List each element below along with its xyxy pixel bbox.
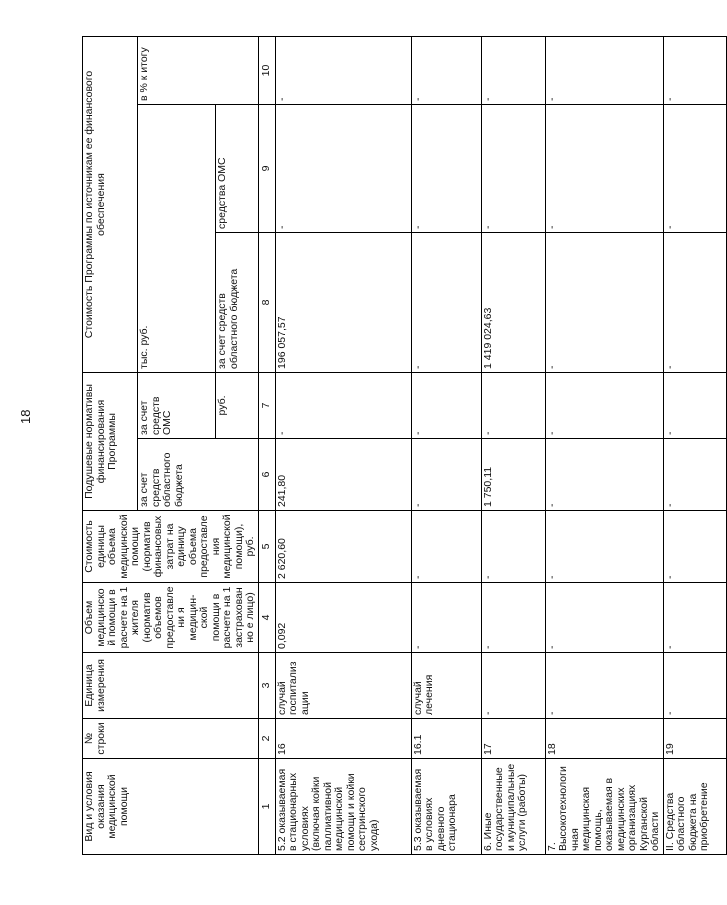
cell-per-capita-oms: - bbox=[545, 372, 663, 438]
cell-type: 7. Высокотехнологичная медицинская помощь, оказываемая в медицинских организациях Курганской области bbox=[545, 759, 663, 855]
cell-per-capita-budget: - bbox=[545, 439, 663, 511]
cell-cost-budget: 196 057,57 bbox=[275, 232, 411, 372]
cell-volume: 0,092 bbox=[275, 583, 411, 653]
col-number: 1 bbox=[258, 759, 275, 855]
header-line-no: № строки bbox=[83, 719, 259, 759]
col-number: 10 bbox=[258, 36, 275, 104]
col-number: 2 bbox=[258, 719, 275, 759]
cell-line-no: 17 bbox=[481, 719, 545, 759]
cell-per-capita-oms: - bbox=[663, 372, 726, 438]
table-row bbox=[411, 36, 481, 854]
cell-type: 6. Иные государственные и муниципальные услуги (работы) bbox=[481, 759, 545, 855]
header-oms: за счет средств ОМС bbox=[138, 372, 216, 438]
header-percent: в % к итогу bbox=[138, 36, 259, 104]
header-cost-budget: за счет средств областного бюджета bbox=[216, 232, 258, 372]
header-type: Вид и условия оказания медицинской помощи bbox=[83, 759, 259, 855]
cell-cost-oms: - bbox=[481, 104, 545, 232]
cell-cost-oms: - bbox=[663, 104, 726, 232]
col-number: 9 bbox=[258, 104, 275, 232]
header-unit-cost: Стоимость единицы объема медицинской помощи (норматив финансовых затрат на единицу объема предоставления медицинской помощи), руб. bbox=[83, 511, 259, 583]
cell-type: II. Средства областного бюджета на приобретение bbox=[663, 759, 726, 855]
cell-unit-cost: - bbox=[411, 511, 481, 583]
header-per-capita-unit: руб. bbox=[216, 372, 258, 438]
cell-per-capita-oms: - bbox=[481, 372, 545, 438]
header-budget: за счет средств областного бюджета bbox=[138, 439, 259, 511]
cell-unit-cost: - bbox=[545, 511, 663, 583]
cell-volume: - bbox=[411, 583, 481, 653]
cell-unit: случай лечения bbox=[411, 653, 481, 719]
header-row-1 bbox=[83, 36, 138, 854]
cell-per-capita-oms: - bbox=[275, 372, 411, 438]
col-number: 4 bbox=[258, 583, 275, 653]
cell-per-capita-budget: 241,80 bbox=[275, 439, 411, 511]
page-number: 18 bbox=[18, 409, 33, 424]
cell-cost-budget: - bbox=[545, 232, 663, 372]
cell-unit-cost: - bbox=[663, 511, 726, 583]
cell-line-no: 19 bbox=[663, 719, 726, 759]
cell-unit: - bbox=[545, 653, 663, 719]
cell-volume: - bbox=[481, 583, 545, 653]
col-number: 5 bbox=[258, 511, 275, 583]
cell-cost-oms: - bbox=[275, 104, 411, 232]
col-number: 8 bbox=[258, 232, 275, 372]
cell-percent: - bbox=[275, 36, 411, 104]
cell-type: 5.2 оказываемая в стационарных условиях (включая койки паллиативной медицинской помощи и койки сестринского ухода) bbox=[275, 759, 411, 855]
cell-cost-oms: - bbox=[545, 104, 663, 232]
cell-per-capita-budget: - bbox=[411, 439, 481, 511]
cell-type: 5.3 оказываемая в условиях дневного стационара bbox=[411, 759, 481, 855]
cell-unit: - bbox=[481, 653, 545, 719]
cell-per-capita-budget: 1 750,11 bbox=[481, 439, 545, 511]
header-cost: Стоимость Программы по источникам ее финансового обеспечения bbox=[83, 36, 138, 372]
table-row bbox=[275, 36, 411, 854]
table-row bbox=[545, 36, 663, 854]
cell-volume: - bbox=[663, 583, 726, 653]
header-volume: Объем медицинской помощи в расчете на 1 жителя (норматив объемов предоставлени я медицин- ской помощи в расчете на 1 застрахованно е лицо) bbox=[83, 583, 259, 653]
column-number-row bbox=[258, 36, 275, 854]
cell-percent: - bbox=[481, 36, 545, 104]
cell-unit: - bbox=[663, 653, 726, 719]
cell-per-capita-budget: - bbox=[663, 439, 726, 511]
cell-percent: - bbox=[545, 36, 663, 104]
cell-line-no: 18 bbox=[545, 719, 663, 759]
col-number: 6 bbox=[258, 439, 275, 511]
cell-line-no: 16 bbox=[275, 719, 411, 759]
cell-percent: - bbox=[663, 36, 726, 104]
cell-unit-cost: 2 620,60 bbox=[275, 511, 411, 583]
col-number: 3 bbox=[258, 653, 275, 719]
cell-cost-budget: - bbox=[663, 232, 726, 372]
program-cost-table bbox=[82, 36, 727, 855]
rotated-table-sheet bbox=[82, 37, 710, 855]
cell-percent: - bbox=[411, 36, 481, 104]
cell-unit-cost: - bbox=[481, 511, 545, 583]
header-unit: Единица измерения bbox=[83, 653, 259, 719]
cell-per-capita-oms: - bbox=[411, 372, 481, 438]
cell-unit: случай госпитализ ации bbox=[275, 653, 411, 719]
table-row bbox=[663, 36, 726, 854]
header-per-capita: Подушевые нормативы финансирования Программы bbox=[83, 372, 138, 510]
col-number: 7 bbox=[258, 372, 275, 438]
header-cost-unit: тыс. руб. bbox=[138, 104, 216, 372]
cell-line-no: 16.1 bbox=[411, 719, 481, 759]
cell-volume: - bbox=[545, 583, 663, 653]
cell-cost-oms: - bbox=[411, 104, 481, 232]
cell-cost-budget: 1 419 024,63 bbox=[481, 232, 545, 372]
cell-cost-budget: - bbox=[411, 232, 481, 372]
header-cost-oms: средства ОМС bbox=[216, 104, 258, 232]
table-row bbox=[481, 36, 545, 854]
